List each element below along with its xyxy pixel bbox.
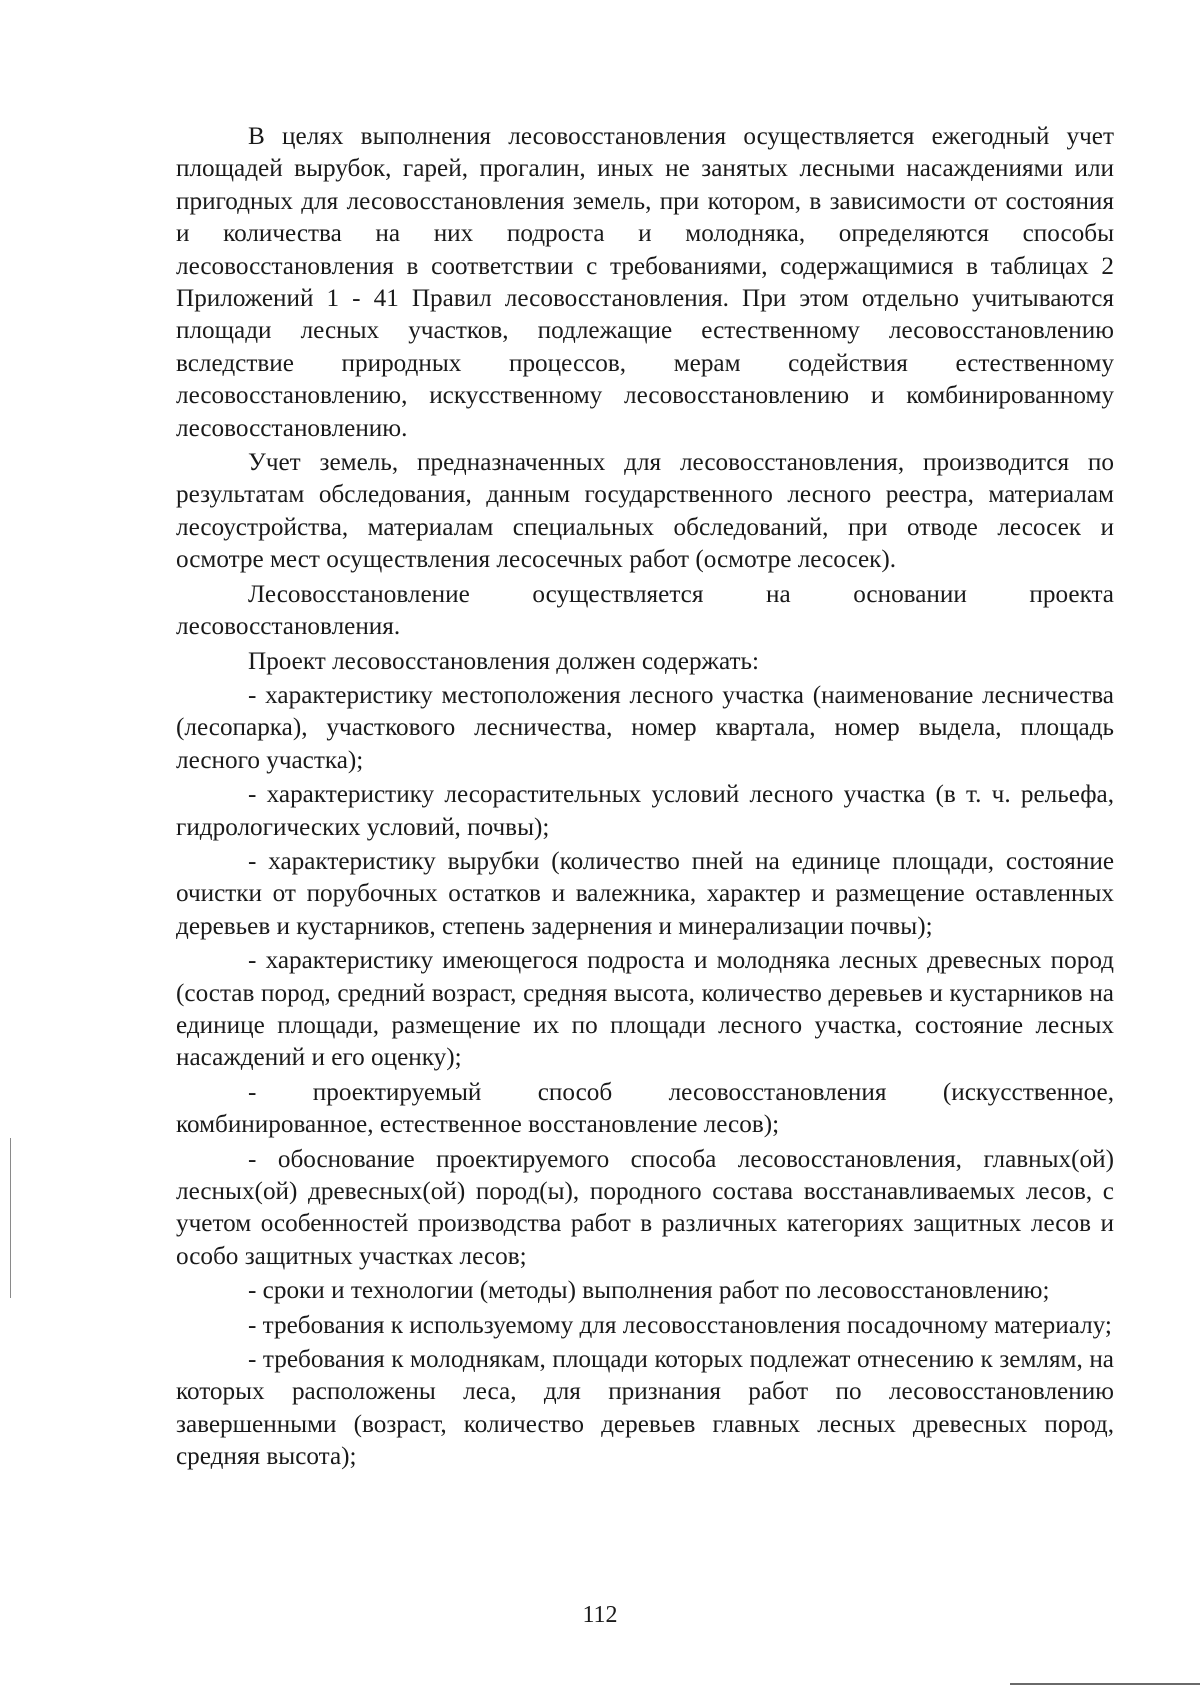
scan-margin-line [10, 1138, 11, 1298]
paragraph-land-accounting: Учет земель, предназначенных для лесовосстановления, производится по результатам обследования, данным государственного лесного реестра, материалам лесоустройства, материалам специальных обследований, при отводе лесосек и осмотре мест осуществления лесосечных работ (осмотре лесосек). [176, 449, 1114, 574]
list-item-location: - характеристику местоположения лесного участка (наименование лесничества (лесопарка), участкового лесничества, номер квартала, номер выдела, площадь лесного участка); [176, 681, 1114, 774]
list-item-justification: - обоснование проектируемого способа лесовосстановления, главных(ой) лесных(ой) древесных(ой) пород(ы), породного состава восстанавливаемых лесов, с учетом особенностей производства работ в различных категориях защитных лесов и особо защитных участках лесов; [176, 1145, 1114, 1270]
paragraph-project-contents-intro: Проект лесовосстановления должен содержать: [248, 647, 759, 675]
list-item-method: - проектируемый способ лесовосстановления (искусственное, комбинированное, естественное восстановление лесов); [176, 1078, 1114, 1139]
list-item-timing: - сроки и технологии (методы) выполнения работ по лесовосстановлению; [248, 1277, 1050, 1305]
scan-edge-mark [1010, 1683, 1200, 1685]
page-number: 112 [582, 1602, 618, 1628]
paragraph-restoration-basis: Лесовосстановление осуществляется на основании проекта лесовосстановления. [176, 580, 1114, 641]
list-item-growing-conditions: - характеристику лесорастительных условий лесного участка (в т. ч. рельефа, гидрологических условий, почвы); [176, 781, 1114, 841]
document-body [176, 121, 1114, 1476]
list-item-planting-material: - требования к используемому для лесовосстановления посадочному материалу; [248, 1311, 1112, 1339]
list-item-undergrowth: - характеристику имеющегося подроста и молодняка лесных древесных пород (состав пород, средний возраст, средняя высота, количество деревьев и кустарников на единице площади, размещение их по площади лесного участка, состояние лесных насаждений и его оценку); [176, 947, 1114, 1072]
list-item-young-stands: - требования к молоднякам, площади которых подлежат отнесению к землям, на которых расположены леса, для признания работ по лесовосстановлению завершенными (возраст, количество деревьев главных лесных древесных пород, средняя высота); [176, 1346, 1114, 1471]
list-item-clearing: - характеристику вырубки (количество пней на единице площади, состояние очистки от порубочных остатков и валежника, характер и размещение оставленных деревьев и кустарников, степень задернения и минерализации почвы); [176, 847, 1114, 940]
paragraph-forest-restoration-accounting: В целях выполнения лесовосстановления осуществляется ежегодный учет площадей вырубок, гарей, прогалин, иных не занятых лесными насаждениями или пригодных для лесовосстановления земель, при котором, в зависимости от состояния и количества на них подроста и молодняка, определяются способы лесовосстановления в соответствии с требованиями, содержащимися в таблицах 2 Приложений 1 - 41 Правил лесовосстановления. При этом отдельно учитываются площади лесных участков, подлежащие естественному лесовосстановлению вследствие природных процессов, мерам содействия естественному лесовосстановлению, искусственному лесовосстановлению и комбинированному лесовосстановлению. [176, 123, 1114, 442]
